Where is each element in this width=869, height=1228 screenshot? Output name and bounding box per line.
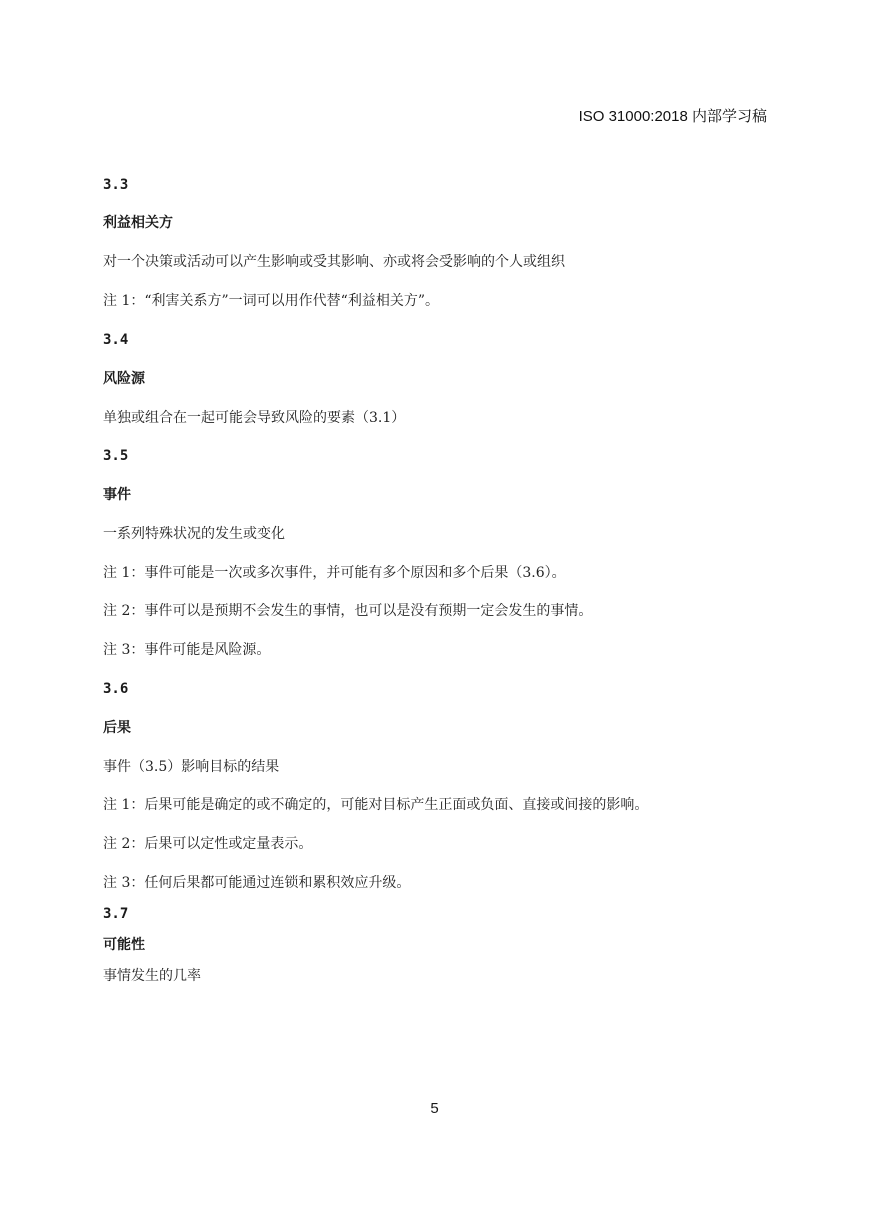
page-number: 5 bbox=[430, 1100, 439, 1117]
term-title-3-4: 风险源 bbox=[103, 371, 145, 387]
page-header: ISO 31000:2018 内部学习稿 bbox=[578, 108, 767, 125]
term-definition-3-6: 事件（3.5）影响目标的结果 bbox=[103, 759, 280, 775]
term-note-3-6-1: 注 1：后果可能是确定的或不确定的，可能对目标产生正面或负面、直接或间接的影响。 bbox=[103, 797, 649, 813]
term-note-3-6-3: 注 3：任何后果都可能通过连锁和累积效应升级。 bbox=[103, 875, 411, 891]
clause-number-3-7: 3.7 bbox=[103, 906, 129, 922]
term-definition-3-3: 对一个决策或活动可以产生影响或受其影响、亦或将会受影响的个人或组织 bbox=[103, 254, 565, 270]
clause-number-3-4: 3.4 bbox=[103, 332, 129, 348]
clause-number-3-3: 3.3 bbox=[103, 177, 129, 193]
term-title-3-6: 后果 bbox=[103, 720, 131, 736]
term-note-3-5-2: 注 2：事件可以是预期不会发生的事情，也可以是没有预期一定会发生的事情。 bbox=[103, 603, 593, 619]
term-note-3-5-1: 注 1：事件可能是一次或多次事件，并可能有多个原因和多个后果（3.6）。 bbox=[103, 565, 566, 581]
term-title-3-7: 可能性 bbox=[103, 937, 145, 953]
term-definition-3-7: 事情发生的几率 bbox=[103, 968, 201, 984]
term-definition-3-5: 一系列特殊状况的发生或变化 bbox=[103, 526, 285, 542]
term-note-3-6-2: 注 2：后果可以定性或定量表示。 bbox=[103, 836, 313, 852]
term-note-3-5-3: 注 3：事件可能是风险源。 bbox=[103, 642, 271, 658]
term-definition-3-4: 单独或组合在一起可能会导致风险的要素（3.1） bbox=[103, 410, 406, 426]
clause-number-3-5: 3.5 bbox=[103, 448, 129, 464]
term-note-3-3-1: 注 1：“利害关系方”一词可以用作代替“利益相关方”。 bbox=[103, 293, 439, 309]
term-title-3-5: 事件 bbox=[103, 487, 131, 503]
clause-number-3-6: 3.6 bbox=[103, 681, 129, 697]
term-title-3-3: 利益相关方 bbox=[103, 215, 173, 231]
